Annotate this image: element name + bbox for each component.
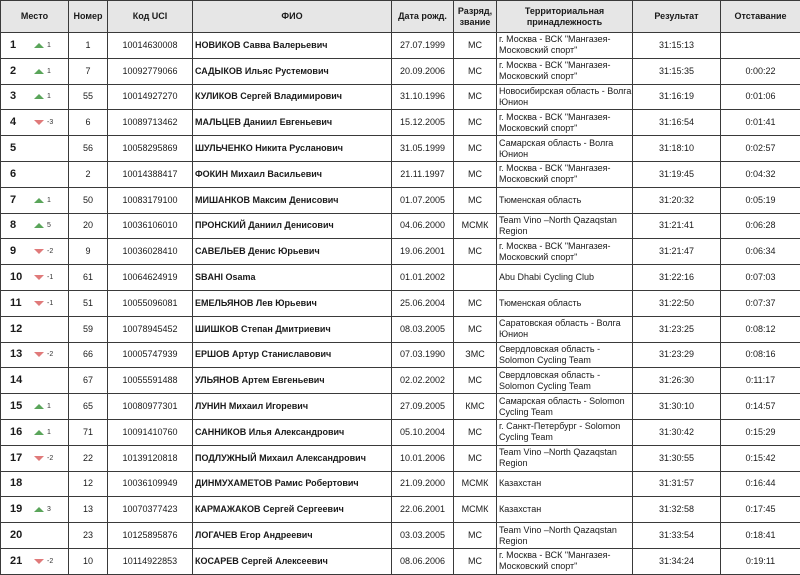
position-change (34, 220, 51, 231)
rank-cell: МС (454, 548, 497, 574)
place-cell (1, 110, 69, 136)
territory-cell: г. Москва - ВСК "Мангазея-Московский спорт" (497, 161, 633, 187)
place-number: 13 (10, 349, 34, 360)
rank-cell: МС (454, 419, 497, 445)
rank-cell: МС (454, 316, 497, 342)
uci-cell: 10114922853 (108, 548, 193, 574)
header-dob[interactable]: Дата рожд. (392, 1, 454, 33)
result-cell: 31:16:19 (633, 84, 721, 110)
gap-cell: 0:00:22 (721, 58, 800, 84)
territory-cell: г. Москва - ВСК "Мангазея-Московский спорт" (497, 548, 633, 574)
table-row[interactable] (1, 497, 800, 523)
dob-cell: 31.10.1996 (392, 84, 454, 110)
rank-cell: КМС (454, 394, 497, 420)
place-cell (1, 161, 69, 187)
position-change-value: -1 (47, 298, 53, 309)
place-number: 4 (10, 117, 34, 128)
position-change-value: -3 (47, 117, 53, 128)
gap-cell: 0:06:28 (721, 213, 800, 239)
rank-cell: МС (454, 136, 497, 162)
header-place[interactable]: Место (1, 1, 69, 33)
name-cell: ШИШКОВ Степан Дмитриевич (193, 316, 392, 342)
triangle-up-icon (34, 507, 44, 512)
rank-cell: МС (454, 445, 497, 471)
position-change-value: -2 (47, 246, 53, 257)
territory-cell: Новосибирская область - Волга Юнион (497, 84, 633, 110)
result-cell: 31:30:42 (633, 419, 721, 445)
table-row[interactable] (1, 316, 800, 342)
dob-cell: 05.10.2004 (392, 419, 454, 445)
table-row[interactable] (1, 290, 800, 316)
header-row (1, 1, 800, 33)
place-cell (1, 136, 69, 162)
name-cell: САВЕЛЬЕВ Денис Юрьевич (193, 239, 392, 265)
territory-cell: Team Vino –North Qazaqstan Region (497, 445, 633, 471)
name-cell: SBAHI Osama (193, 265, 392, 291)
dob-cell: 03.03.2005 (392, 523, 454, 549)
bib-cell: 55 (69, 84, 108, 110)
position-change-value: 1 (47, 427, 51, 438)
position-change (34, 117, 53, 128)
rank-cell: МС (454, 110, 497, 136)
uci-cell: 10014388417 (108, 161, 193, 187)
bib-cell: 1 (69, 33, 108, 59)
bib-cell: 22 (69, 445, 108, 471)
place-number: 10 (10, 272, 34, 283)
dob-cell: 27.07.1999 (392, 33, 454, 59)
position-change (34, 453, 53, 464)
triangle-down-icon (34, 249, 44, 254)
place-cell (1, 368, 69, 394)
header-bib[interactable]: Номер (69, 1, 108, 33)
position-change (34, 401, 51, 412)
table-row[interactable] (1, 342, 800, 368)
uci-cell: 10078945452 (108, 316, 193, 342)
dob-cell: 07.03.1990 (392, 342, 454, 368)
gap-cell: 0:15:29 (721, 419, 800, 445)
result-cell: 31:30:10 (633, 394, 721, 420)
gap-cell: 0:05:19 (721, 187, 800, 213)
place-cell (1, 548, 69, 574)
dob-cell: 01.01.2002 (392, 265, 454, 291)
gap-cell: 0:17:45 (721, 497, 800, 523)
dob-cell: 04.06.2000 (392, 213, 454, 239)
rank-cell: МС (454, 187, 497, 213)
rank-cell (454, 265, 497, 291)
bib-cell: 23 (69, 523, 108, 549)
place-cell (1, 265, 69, 291)
gap-cell: 0:01:41 (721, 110, 800, 136)
dob-cell: 31.05.1999 (392, 136, 454, 162)
result-cell: 31:21:47 (633, 239, 721, 265)
triangle-down-icon (34, 120, 44, 125)
dob-cell: 25.06.2004 (392, 290, 454, 316)
triangle-down-icon (34, 559, 44, 564)
place-cell (1, 58, 69, 84)
place-number: 2 (10, 66, 34, 77)
position-change (34, 40, 51, 51)
rank-cell: МС (454, 58, 497, 84)
gap-cell (721, 33, 800, 59)
header-rank[interactable]: Разряд, звание (454, 1, 497, 33)
rank-cell: МСМК (454, 497, 497, 523)
territory-cell: Тюменская область (497, 290, 633, 316)
name-cell: ЕМЕЛЬЯНОВ Лев Юрьевич (193, 290, 392, 316)
position-change (34, 272, 53, 283)
triangle-up-icon (34, 43, 44, 48)
bib-cell: 2 (69, 161, 108, 187)
name-cell: КУЛИКОВ Сергей Владимирович (193, 84, 392, 110)
table-row[interactable] (1, 548, 800, 574)
position-change-value: -1 (47, 272, 53, 283)
position-change (34, 298, 53, 309)
table-row[interactable] (1, 84, 800, 110)
name-cell: МАЛЬЦЕВ Даниил Евгеньевич (193, 110, 392, 136)
place-cell (1, 84, 69, 110)
position-change-value: 1 (47, 91, 51, 102)
bib-cell: 10 (69, 548, 108, 574)
position-change (34, 349, 53, 360)
result-cell: 31:30:55 (633, 445, 721, 471)
triangle-up-icon (34, 198, 44, 203)
place-number: 6 (10, 169, 34, 180)
results-body (1, 33, 800, 575)
territory-cell: Team Vino –North Qazaqstan Region (497, 213, 633, 239)
place-cell (1, 471, 69, 497)
bib-cell: 20 (69, 213, 108, 239)
uci-cell: 10058295869 (108, 136, 193, 162)
table-row[interactable] (1, 58, 800, 84)
name-cell: ПРОНСКИЙ Даниил Денисович (193, 213, 392, 239)
territory-cell: Свердловская область - Solomon Cycling Team (497, 342, 633, 368)
name-cell: ПОДЛУЖНЫЙ Михаил Александрович (193, 445, 392, 471)
gap-cell: 0:02:57 (721, 136, 800, 162)
place-cell (1, 290, 69, 316)
name-cell: ДИНМУХАМЕТОВ Рамис Робертович (193, 471, 392, 497)
gap-cell: 0:08:16 (721, 342, 800, 368)
bib-cell: 51 (69, 290, 108, 316)
name-cell: ЛОГАЧЕВ Егор Андреевич (193, 523, 392, 549)
bib-cell: 65 (69, 394, 108, 420)
rank-cell: МС (454, 290, 497, 316)
position-change-value: -2 (47, 453, 53, 464)
uci-cell: 10036106010 (108, 213, 193, 239)
header-territory[interactable]: Территориальная принадлежность (497, 1, 633, 33)
position-change-value: 1 (47, 195, 51, 206)
place-cell (1, 213, 69, 239)
place-cell (1, 497, 69, 523)
place-number: 12 (10, 324, 34, 335)
rank-cell: МС (454, 84, 497, 110)
position-change (34, 427, 51, 438)
result-cell: 31:32:58 (633, 497, 721, 523)
triangle-down-icon (34, 301, 44, 306)
dob-cell: 21.09.2000 (392, 471, 454, 497)
place-cell (1, 394, 69, 420)
uci-cell: 10036109949 (108, 471, 193, 497)
position-change (34, 91, 51, 102)
name-cell: ФОКИН Михаил Васильевич (193, 161, 392, 187)
result-cell: 31:23:29 (633, 342, 721, 368)
gap-cell: 0:07:03 (721, 265, 800, 291)
territory-cell: Казахстан (497, 471, 633, 497)
table-row[interactable] (1, 265, 800, 291)
result-cell: 31:34:24 (633, 548, 721, 574)
place-number: 18 (10, 478, 34, 489)
header-name[interactable]: ФИО (193, 1, 392, 33)
rank-cell: МС (454, 523, 497, 549)
place-cell (1, 445, 69, 471)
name-cell: САННИКОВ Илья Александрович (193, 419, 392, 445)
header-uci[interactable]: Код UCI (108, 1, 193, 33)
rank-cell: МСМК (454, 213, 497, 239)
place-number: 20 (10, 530, 34, 541)
position-change (34, 504, 51, 515)
territory-cell: Team Vino –North Qazaqstan Region (497, 523, 633, 549)
bib-cell: 12 (69, 471, 108, 497)
triangle-up-icon (34, 94, 44, 99)
name-cell: УЛЬЯНОВ Артем Евгеньевич (193, 368, 392, 394)
gap-cell: 0:19:11 (721, 548, 800, 574)
table-row[interactable] (1, 33, 800, 59)
place-cell (1, 419, 69, 445)
position-change (34, 246, 53, 257)
result-cell: 31:23:25 (633, 316, 721, 342)
uci-cell: 10055591488 (108, 368, 193, 394)
gap-cell: 0:16:44 (721, 471, 800, 497)
result-cell: 31:22:16 (633, 265, 721, 291)
table-row[interactable] (1, 239, 800, 265)
rank-cell: МС (454, 368, 497, 394)
place-number: 16 (10, 427, 34, 438)
result-cell: 31:15:13 (633, 33, 721, 59)
position-change-value: 1 (47, 66, 51, 77)
dob-cell: 20.09.2006 (392, 58, 454, 84)
place-number: 19 (10, 504, 34, 515)
position-change-value: 3 (47, 504, 51, 515)
place-cell (1, 33, 69, 59)
table-row[interactable] (1, 213, 800, 239)
uci-cell: 10083179100 (108, 187, 193, 213)
result-cell: 31:20:32 (633, 187, 721, 213)
uci-cell: 10139120818 (108, 445, 193, 471)
position-change-value: 5 (47, 220, 51, 231)
result-cell: 31:19:45 (633, 161, 721, 187)
result-cell: 31:16:54 (633, 110, 721, 136)
bib-cell: 9 (69, 239, 108, 265)
position-change-value: -2 (47, 556, 53, 567)
place-cell (1, 239, 69, 265)
gap-cell: 0:07:37 (721, 290, 800, 316)
bib-cell: 13 (69, 497, 108, 523)
result-cell: 31:18:10 (633, 136, 721, 162)
table-row[interactable] (1, 368, 800, 394)
uci-cell: 10070377423 (108, 497, 193, 523)
place-cell (1, 316, 69, 342)
name-cell: КАРМАЖАКОВ Сергей Сергеевич (193, 497, 392, 523)
territory-cell: г. Москва - ВСК "Мангазея-Московский спорт" (497, 110, 633, 136)
rank-cell: МС (454, 161, 497, 187)
place-number: 3 (10, 91, 34, 102)
place-number: 7 (10, 195, 34, 206)
rank-cell: МСМК (454, 471, 497, 497)
name-cell: МИШАНКОВ Максим Денисович (193, 187, 392, 213)
position-change (34, 195, 51, 206)
dob-cell: 22.06.2001 (392, 497, 454, 523)
uci-cell: 10064624919 (108, 265, 193, 291)
name-cell: ШУЛЬЧЕНКО Никита Русланович (193, 136, 392, 162)
bib-cell: 66 (69, 342, 108, 368)
uci-cell: 10005747939 (108, 342, 193, 368)
table-row[interactable] (1, 445, 800, 471)
gap-cell: 0:15:42 (721, 445, 800, 471)
place-number: 9 (10, 246, 34, 257)
bib-cell: 61 (69, 265, 108, 291)
uci-cell: 10014927270 (108, 84, 193, 110)
gap-cell: 0:08:12 (721, 316, 800, 342)
gap-cell: 0:01:06 (721, 84, 800, 110)
place-cell (1, 187, 69, 213)
gap-cell: 0:18:41 (721, 523, 800, 549)
dob-cell: 08.03.2005 (392, 316, 454, 342)
triangle-down-icon (34, 456, 44, 461)
dob-cell: 10.01.2006 (392, 445, 454, 471)
uci-cell: 10125895876 (108, 523, 193, 549)
triangle-up-icon (34, 404, 44, 409)
gap-cell: 0:04:32 (721, 161, 800, 187)
territory-cell: Свердловская область - Solomon Cycling Team (497, 368, 633, 394)
name-cell: ЛУНИН Михаил Игоревич (193, 394, 392, 420)
dob-cell: 01.07.2005 (392, 187, 454, 213)
uci-cell: 10080977301 (108, 394, 193, 420)
territory-cell: Казахстан (497, 497, 633, 523)
place-number: 5 (10, 143, 34, 154)
dob-cell: 02.02.2002 (392, 368, 454, 394)
place-number: 14 (10, 375, 34, 386)
territory-cell: Тюменская область (497, 187, 633, 213)
rank-cell: МС (454, 239, 497, 265)
bib-cell: 50 (69, 187, 108, 213)
place-number: 1 (10, 40, 34, 51)
place-cell (1, 342, 69, 368)
bib-cell: 67 (69, 368, 108, 394)
bib-cell: 6 (69, 110, 108, 136)
result-cell: 31:21:41 (633, 213, 721, 239)
uci-cell: 10036028410 (108, 239, 193, 265)
position-change-value: 1 (47, 401, 51, 412)
gap-cell: 0:06:34 (721, 239, 800, 265)
table-row[interactable] (1, 419, 800, 445)
result-cell: 31:15:35 (633, 58, 721, 84)
gap-cell: 0:14:57 (721, 394, 800, 420)
triangle-up-icon (34, 69, 44, 74)
table-row[interactable] (1, 394, 800, 420)
triangle-down-icon (34, 352, 44, 357)
table-row[interactable] (1, 136, 800, 162)
uci-cell: 10091410760 (108, 419, 193, 445)
dob-cell: 19.06.2001 (392, 239, 454, 265)
position-change-value: -2 (47, 349, 53, 360)
name-cell: САДЫКОВ Ильяс Рустемович (193, 58, 392, 84)
bib-cell: 56 (69, 136, 108, 162)
uci-cell: 10014630008 (108, 33, 193, 59)
rank-cell: ЗМС (454, 342, 497, 368)
result-cell: 31:33:54 (633, 523, 721, 549)
territory-cell: Abu Dhabi Cycling Club (497, 265, 633, 291)
territory-cell: г. Москва - ВСК "Мангазея-Московский спорт" (497, 33, 633, 59)
territory-cell: г. Санкт-Петербург - Solomon Cycling Team (497, 419, 633, 445)
dob-cell: 15.12.2005 (392, 110, 454, 136)
name-cell: ЕРШОВ Артур Станиславович (193, 342, 392, 368)
triangle-up-icon (34, 223, 44, 228)
dob-cell: 21.11.1997 (392, 161, 454, 187)
table-row[interactable] (1, 187, 800, 213)
gap-cell: 0:11:17 (721, 368, 800, 394)
table-row[interactable] (1, 523, 800, 549)
place-cell (1, 523, 69, 549)
triangle-down-icon (34, 275, 44, 280)
bib-cell: 71 (69, 419, 108, 445)
territory-cell: г. Москва - ВСК "Мангазея-Московский спорт" (497, 239, 633, 265)
table-row[interactable] (1, 161, 800, 187)
bib-cell: 59 (69, 316, 108, 342)
uci-cell: 10092779066 (108, 58, 193, 84)
result-cell: 31:26:30 (633, 368, 721, 394)
position-change-value: 1 (47, 40, 51, 51)
name-cell: КОСАРЕВ Сергей Алексеевич (193, 548, 392, 574)
name-cell: НОВИКОВ Савва Валерьевич (193, 33, 392, 59)
header-gap[interactable]: Отставание (721, 1, 800, 33)
dob-cell: 27.09.2005 (392, 394, 454, 420)
position-change (34, 556, 53, 567)
header-result[interactable]: Результат (633, 1, 721, 33)
bib-cell: 7 (69, 58, 108, 84)
territory-cell: Самарская область - Solomon Cycling Team (497, 394, 633, 420)
table-row[interactable] (1, 471, 800, 497)
territory-cell: г. Москва - ВСК "Мангазея-Московский спорт" (497, 58, 633, 84)
territory-cell: Саратовская область - Волга Юнион (497, 316, 633, 342)
position-change (34, 66, 51, 77)
dob-cell: 08.06.2006 (392, 548, 454, 574)
rank-cell: МС (454, 33, 497, 59)
uci-cell: 10055096081 (108, 290, 193, 316)
place-number: 15 (10, 401, 34, 412)
territory-cell: Самарская область - Волга Юнион (497, 136, 633, 162)
place-number: 21 (10, 556, 34, 567)
triangle-up-icon (34, 430, 44, 435)
place-number: 17 (10, 453, 34, 464)
place-number: 11 (10, 298, 34, 309)
place-number: 8 (10, 220, 34, 231)
uci-cell: 10089713462 (108, 110, 193, 136)
result-cell: 31:31:57 (633, 471, 721, 497)
table-row[interactable] (1, 110, 800, 136)
result-cell: 31:22:50 (633, 290, 721, 316)
